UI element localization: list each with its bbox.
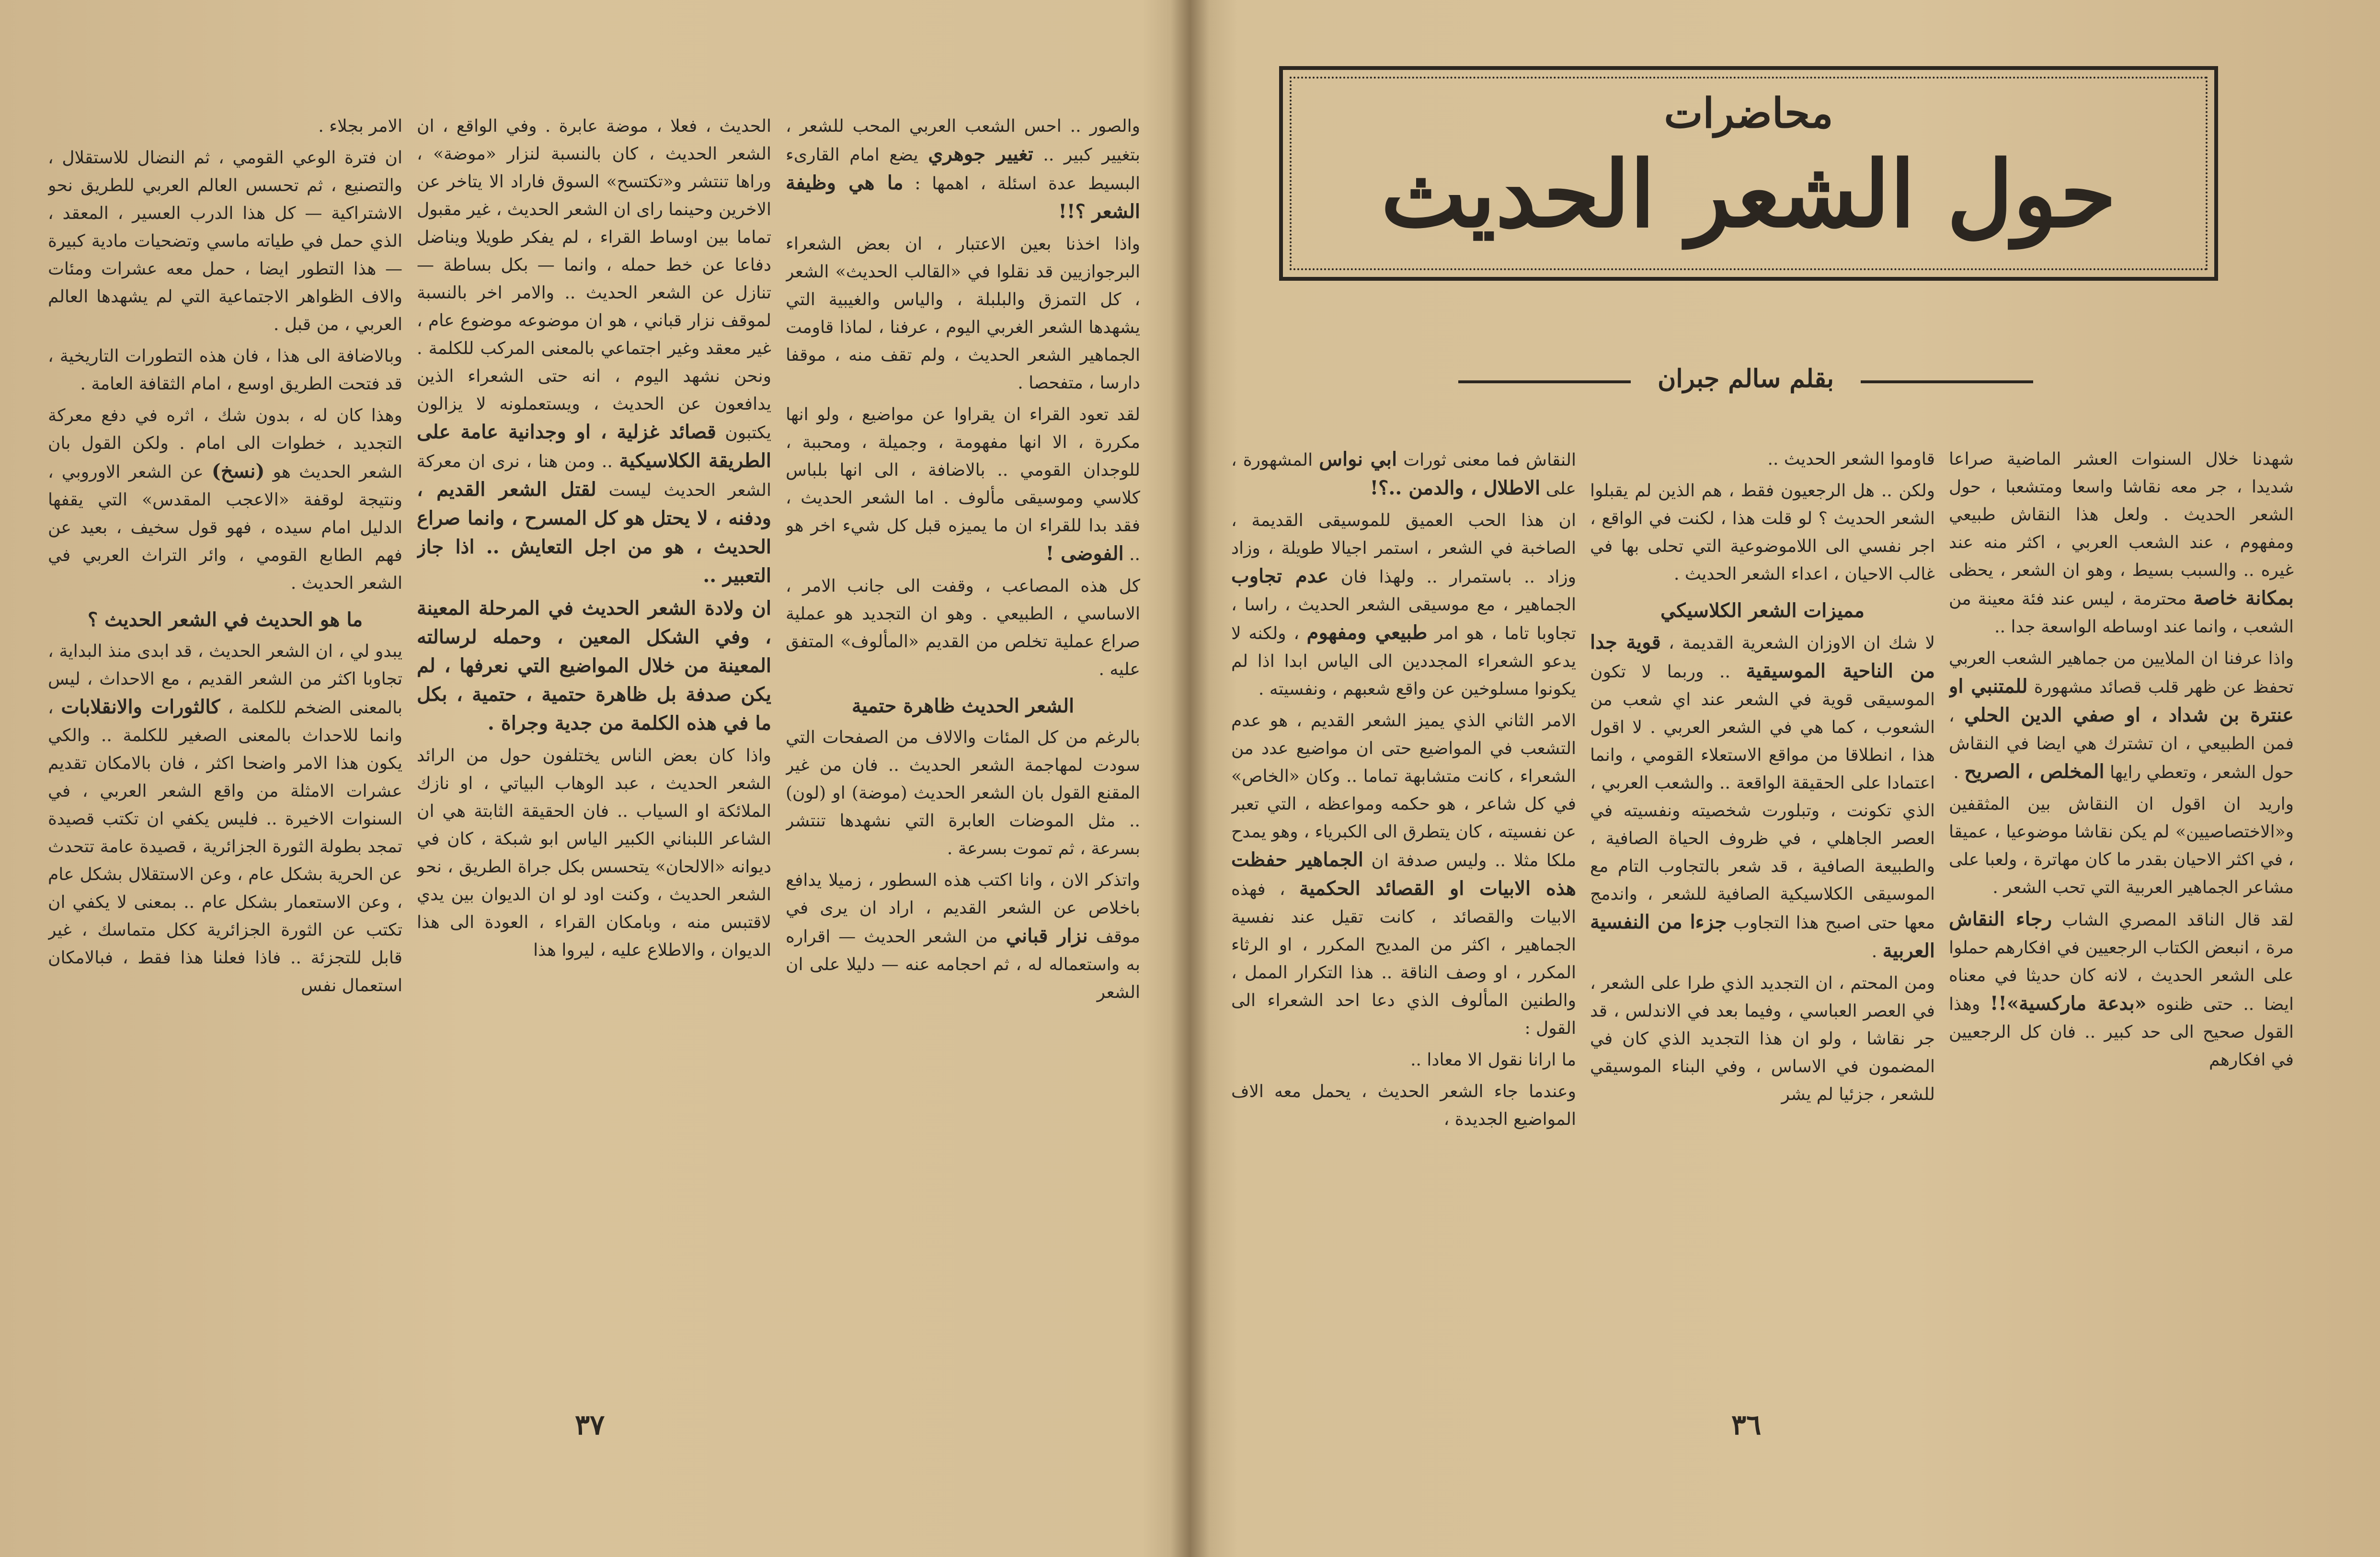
paragraph — [1949, 905, 2294, 1074]
body-text: وهذا القول صحيح الى حد كبير .. فان كل الرجعيين في افكارهم — [1949, 995, 2294, 1070]
body-text: من الشعر الحديث — اقراره به واستعماله له ، ثم احجامه عنه — دليلا على ان الشعر — [786, 927, 1140, 1002]
emphasis-text: بمكانة خاصة — [2193, 587, 2294, 609]
paragraph — [1590, 477, 1935, 588]
paragraph — [1590, 446, 1935, 473]
article-title: حول الشعر الحديث — [1381, 141, 2117, 248]
body-text: . — [1871, 942, 1883, 962]
body-text: . — [1953, 763, 1965, 782]
body-text: ان فترة الوعي القومي ، ثم النضال للاستقلال ، والتصنيع ، ثم تحسس العالم العربي للطريق نحو الاشتراكية — كل هذا الدرب العسير ، المعقد ، الذي حمل في طياته ماسي وتضحيات مادية كبيرة — هذا التطور ايضا ، حمل معه عشرات ومئات والاف الظواهر الاجتماعية التي لم يشهدها العالم العربي ، من قبل . — [48, 148, 402, 334]
body-text: الجماهير ، مع موسيقى الشعر الحديث ، راسا ، تجاوبا تاما ، هو امر — [1231, 595, 1576, 643]
page-number-right: ٣٦ — [1731, 1408, 1762, 1441]
paragraph — [786, 230, 1140, 397]
byline — [1458, 364, 2033, 398]
emphasis-text: ان ولادة الشعر الحديث في المرحلة المعينة ، وفي الشكل المعين ، وحمله لرسالته المعينة من خلال المواضيع التي نعرفها ، لم يكن صدفة بل ظاهرة حتمية ، حتمية ، بكل ما في هذه الكلمة من جدية وجراة . — [417, 597, 771, 734]
left-col-3 — [48, 113, 402, 1416]
paragraph — [1590, 970, 1935, 1109]
paragraph — [1949, 790, 2294, 902]
paragraph — [786, 113, 1140, 227]
emphasis-text: عدم تجاوب — [1231, 565, 1329, 587]
emphasis-text: المخلص ، الصريح — [1964, 760, 2105, 783]
paragraph — [786, 401, 1140, 569]
author-name: بقلم سالم جبران — [1658, 364, 1834, 393]
body-text: مرة ، انبعض الكتاب الرجعيين في افكارهم حملوا على الشعر الحديث ، لانه كان حديثا في معناه ايضا .. حتى ظنوه — [1949, 938, 2294, 1014]
body-text: المشهورة ، على — [1231, 450, 1576, 499]
emphasis-text: نزار قباني — [1006, 925, 1088, 947]
body-text: الامر بجلاء . — [318, 116, 402, 136]
paragraph — [1231, 446, 1576, 503]
body-text: الامر الثاني الذي يميز الشعر القديم ، هو عدم التشعب في المواضيع حتى ان مواضيع عدد من الشعراء ، كانت متشابهة تماما .. وكان «الخاص» في كل شاعر ، هو حكمه ومواعظه ، التي تعبر عن نفسيته ، كان يتطرق الى الكبرياء ، وهو يمدح ملكا مثلا .. وليس صدفة ان — [1231, 711, 1576, 870]
emphasis-text: ابي نواس — [1319, 448, 1397, 470]
paragraph — [48, 144, 402, 339]
body-text: لقد تعود القراء ان يقراوا عن مواضيع ، ولو انها مكررة ، الا انها مفهومة ، وجميلة ، ومحببة ، للوجدان القومي .. بالاضافة ، الى انها بلباس كلاسي وموسيقى مألوف . اما الشعر الحديث ، فقد بدا للقراء ان ما يميزه قبل كل شيء اخر هو .. — [786, 405, 1140, 564]
emphasis-text: الفوضى ! — [1045, 542, 1124, 565]
body-text: لقد قال الناقد المصري الشاب — [2052, 910, 2294, 930]
body-text: واذا كان بعض الناس يختلفون حول من الرائد الشعر الحديث ، عبد الوهاب البياتي ، او نازك الملائكة او السياب .. فان الحقيقة الثابتة هي ان الشاعر اللبناني الكبير الياس ابو شبكة ، كان في ديوانه «الالحان» يتحسس بكل جراة الطريق ، نحو الشعر الحديث ، وكنت اود لو ان الديوان بين يدي لاقتبس منه ، وبامكان القراء ، العودة الى هذا الديوان ، والاطلاع عليه ، ليروا هذا — [417, 746, 771, 960]
emphasis-text: للمتنبي او عنترة بن شداد ، او صفي الدين الحلي — [1949, 675, 2294, 726]
body-text: ، فمن الطبيعي ، ان تشترك هي ايضا في النقاش حول الشعر ، وتعطي رايها — [1949, 706, 2294, 782]
paragraph — [786, 724, 1140, 863]
emphasis-text: تغيير جوهري — [928, 143, 1033, 165]
body-text: ، ولكنه لا يدعو الشعراء المجددين الى الياس ابدا اذا لم يكونوا مسلوخين عن واقع شعبهم ، ونفسيته . — [1231, 624, 1576, 699]
emphasis-text: جزءا من النفسية العربية — [1590, 911, 1935, 962]
body-text: .. ومن هنا ، نرى ان معركة الشعر الحديث ليست — [417, 452, 771, 500]
paragraph — [48, 638, 402, 1000]
paragraph — [1949, 446, 2294, 641]
paragraph — [417, 742, 771, 964]
body-text: واريد ان اقول ان النقاش بين المثقفين و«الاختصاصيين» لم يكن نقاشا موضوعيا ، عميقا ، في اكثر الاحيان بقدر ما كان مهاترة ، ولعبا على مشاعر الجماهير العربية التي تحب الشعر . — [1949, 794, 2294, 897]
body-text: بالرغم من كل المئات والالاف من الصفحات التي سودت لمهاجمة الشعر الحديث .. فان من غير المقنع القول بان الشعر الحديث (موضة) او (لون) .. مثل الموضات العابرة التي نشهدها تنتشر بسرعة ، ثم تموت بسرعة . — [786, 728, 1140, 859]
body-text: كل هذه المصاعب ، وقفت الى جانب الامر ، الاساسي ، الطبيعي . وهو ان التجديد هو عملية صراع عملية تخلص من القديم «المألوف» المتفق عليه . — [786, 576, 1140, 679]
emphasis-text: رجاء النقاش — [1949, 908, 2052, 930]
paragraph — [48, 343, 402, 398]
right-page — [1190, 0, 2380, 1557]
emphasis-text: طبيعي ومفهوم — [1306, 621, 1428, 644]
emphasis-text: كالثورات والانقلابات — [61, 696, 220, 718]
subheading: ما هو الحديث في الشعر الحديث ؟ — [87, 608, 363, 631]
body-text: وعندما جاء الشعر الحديث ، يحمل معه الاف المواضيع الجديدة ، — [1231, 1082, 1576, 1129]
paragraph — [1231, 707, 1576, 1042]
paragraph — [1231, 1078, 1576, 1133]
paragraph — [417, 595, 771, 738]
emphasis-text: ما هي وظيفة الشعر ؟!! — [786, 172, 1140, 223]
body-text: عن الشعر الاوروبي ، ونتيجة لوقفة «الاعجب المقدس» التي يقفها الدليل امام سيده ، فهو قول سخيف ، بعيد عن فهم الطابع القومي ، وائر التراث العربي في الشعر الحديث . — [48, 462, 402, 593]
body-text: الحديث ، فعلا ، موضة عابرة . وفي الواقع ، ان الشعر الحديث ، كان بالنسبة لنزار «موضة» ، وراها تنتشر و«تكتسح» السوق فاراد الا يتاخر عن الاخرين وحينما راى ان الشعر الحديث ، غير مقبول تماما بين اوساط القراء ، لم يفكر طويلا ويناضل دفاعا عن خط حمله ، وانما — بكل بساطة — تنازل عن الشعر الحديث .. والامر اخر بالنسبة لموقف نزار قباني ، هو ان موضوعه موضوع عام ، غير معقد وغير اجتماعي بالمعنى المركب للكلمة . ونحن نشهد اليوم ، انه حتى الشعراء الذين يدافعون عن الحديث ، ويستعملونه لا يزالون يكتبون — [417, 116, 771, 443]
body-text: ومن المحتم ، ان التجديد الذي طرا على الشعر ، في العصر العباسي ، وفيما بعد في الاندلس ، قد جر نقاشا ، ولو ان هذا التجديد الذي كان في المضمون في الاساس ، وفي البناء الموسيقي للشعر ، جزئيا لم يشر — [1590, 973, 1935, 1104]
body-text: ، وانما للاحداث بالمعنى الصغير للكلمة .. والكي يكون هذا الامر واضحا اكثر ، فان بالامكان تقديم عشرات الامثلة من واقع الشعر العربي ، في السنوات الاخيرة .. فليس يكفي ان تكتب قصيدة تمجد بطولة الثورة الجزائرية ، قصيدة عامة تتحدث عن الحرية بشكل عام ، وعن الاستقلال بشكل عام ، وعن الاستعمار بشكل عام .. بمعنى لا يكفي ان تكتب عن الثورة الجزائرية ككل متماسك ، غير قابل للتجزئة .. فاذا فعلنا هذا فقط ، فبالامكان استعمال نفس — [48, 698, 402, 996]
page-number-left: ٣٧ — [575, 1408, 605, 1441]
emphasis-text: «بدعة ماركسية»!! — [1990, 992, 2147, 1015]
body-text: ولكن .. هل الرجعيون فقط ، هم الذين لم يقبلوا الشعر الحديث ؟ لو قلت هذا ، لكنت في الواقع ، اجر نفسي الى اللاموضوعية التي تحلى بها في غالب الاحيان ، اعداء الشعر الحديث . — [1590, 481, 1935, 584]
paragraph — [48, 113, 402, 140]
paragraph — [417, 113, 771, 591]
emphasis-text: قصائد غزلية ، او وجدانية عامة على الطريقة الكلاسيكية — [417, 421, 771, 472]
body-text: وهذا كان له ، بدون شك ، اثره في دفع معركة التجديد ، خطوات الى امام . ولكن القول بان الشعر الحديث هو — [48, 406, 402, 482]
body-text: قاوموا الشعر الحديث .. — [1767, 449, 1935, 469]
right-col-3 — [1231, 446, 1576, 1404]
paragraph — [1590, 629, 1935, 966]
body-text: يضع امام القارىء البسيط عدة اسئلة ، اهمها : — [786, 145, 1140, 194]
body-text: واذا عرفنا ان الملايين من جماهير الشعب العربي تحفظ عن ظهر قلب قصائد مشهورة — [1949, 649, 2294, 697]
paragraph — [786, 572, 1140, 684]
left-col-1 — [786, 113, 1140, 1416]
body-text: ، فهذه الابيات والقصائد ، كانت تقيل عند نفسية الجماهير ، اكثر من المديح المكرر ، او الرثاء المكرر ، او وصف الناقة .. هذا التكرار الممل ، والطنين المألوف الذي دعا احد الشعراء الى القول : — [1231, 880, 1576, 1038]
right-col-2 — [1590, 446, 1935, 1404]
emphasis-text: الاطلال ، والدمن ..؟! — [1370, 477, 1541, 499]
section-kicker: محاضرات — [1664, 89, 1833, 137]
emphasis-text: قوية جدا من الناحية الموسيقية — [1590, 631, 1935, 682]
paragraph — [1949, 645, 2294, 787]
title-box — [1279, 66, 2218, 281]
byline-rule-left — [1458, 380, 1631, 383]
body-text: والصور .. احس الشعب العربي المحب للشعر ، بتغيير كبير .. — [786, 116, 1140, 165]
body-text: وبالاضافة الى هذا ، فان هذه التطورات التاريخية ، قد فتحت الطريق اوسع ، امام الثقافة العامة . — [48, 346, 402, 394]
paragraph — [786, 867, 1140, 1007]
body-text: واذا اخذنا بعين الاعتبار ، ان بعض الشعراء البرجوازيين قد نقلوا في «القالب الحديث» الشعر ، كل التمزق والبلبلة ، والياس والغيبية التي يشهدها الشعر الغربي اليوم ، عرفنا ، لماذا قاومت الجماهير الشعر الحديث ، ولم تقف منه ، موقفا دارسا ، متفحصا . — [786, 234, 1140, 393]
body-text: .. وربما لا تكون الموسيقى قوية في الشعر عند اي شعب من الشعوب ، كما هي في الشعر العربي . لا اقول هذا ، انطلاقا من مواقع الاستعلاء القومي ، وانما اعتمادا على الحقيقة الواقعة .. والشعب العربي ، الذي تكونت ، وتبلورت شخصيته ونفسيته في العصر الجاهلي ، في ظروف الحياة الصافية ، والطبيعة الصافية ، قد شعر بالتجاوب التام مع الموسيقى الكلاسيكية الصافية للشعر ، واندمج معها حتى اصبح هذا التجاوب — [1590, 662, 1935, 933]
paragraph — [48, 402, 402, 597]
right-col-1 — [1949, 446, 2294, 1404]
emphasis-text: الجماهير حفظت هذه الابيات او القصائد الحكمية — [1231, 848, 1576, 900]
body-text: محترمة ، ليس عند فئة معينة من الشعب ، وانما عند اوساطه الواسعة جدا .. — [1949, 589, 2294, 637]
body-text: النقاش فما معنى ثورات — [1397, 450, 1576, 470]
body-text: واتذكر الان ، وانا اكتب هذه السطور ، زميلا يدافع باخلاص عن الشعر القديم ، اراد ان يرى في موقف — [786, 870, 1140, 947]
paragraph — [1231, 507, 1576, 703]
body-text: شهدنا خلال السنوات العشر الماضية صراعا شديدا ، جر معه نقاشا واسعا ومتشعبا ، حول الشعر الحديث . ولعل هذا النقاش طبيعي ومفهوم ، عند الشعب العربي ، اكثر منه عند غيره .. والسبب بسيط ، وهو ان الشعر ، يحظى — [1949, 449, 2294, 580]
subheading: مميزات الشعر الكلاسيكي — [1660, 599, 1865, 622]
emphasis-text: لقتل الشعر القديم ، ودفنه ، لا يحتل هو كل المسرح ، وانما صراع الحديث ، هو من اجل التعايش .. اذا جاز التعبير .. — [417, 478, 771, 587]
body-text: ما ارانا نقول الا معادا .. — [1410, 1050, 1576, 1070]
page-gutter — [1171, 0, 1209, 1557]
body-text: لا شك ان الاوزان الشعرية القديمة ، — [1660, 633, 1935, 653]
left-col-2 — [417, 113, 771, 1416]
subheading: الشعر الحديث ظاهرة حتمية — [851, 695, 1075, 717]
byline-rule-right — [1861, 380, 2033, 383]
body-text: يبدو لي ، ان الشعر الحديث ، قد ابدى منذ البداية ، تجاوبا اكثر من الشعر القديم ، مع الاحداث ، ليس بالمعنى الضخم للكلمة ، — [48, 641, 402, 718]
body-text: ان هذا الحب العميق للموسيقى القديمة ، الصاخبة في الشعر ، استمر اجيالا طويلة ، وزاد وزاد .. باستمرار .. ولهذا فان — [1231, 511, 1576, 587]
emphasis-text: (نسخ) — [211, 460, 265, 482]
paragraph — [1231, 1046, 1576, 1074]
